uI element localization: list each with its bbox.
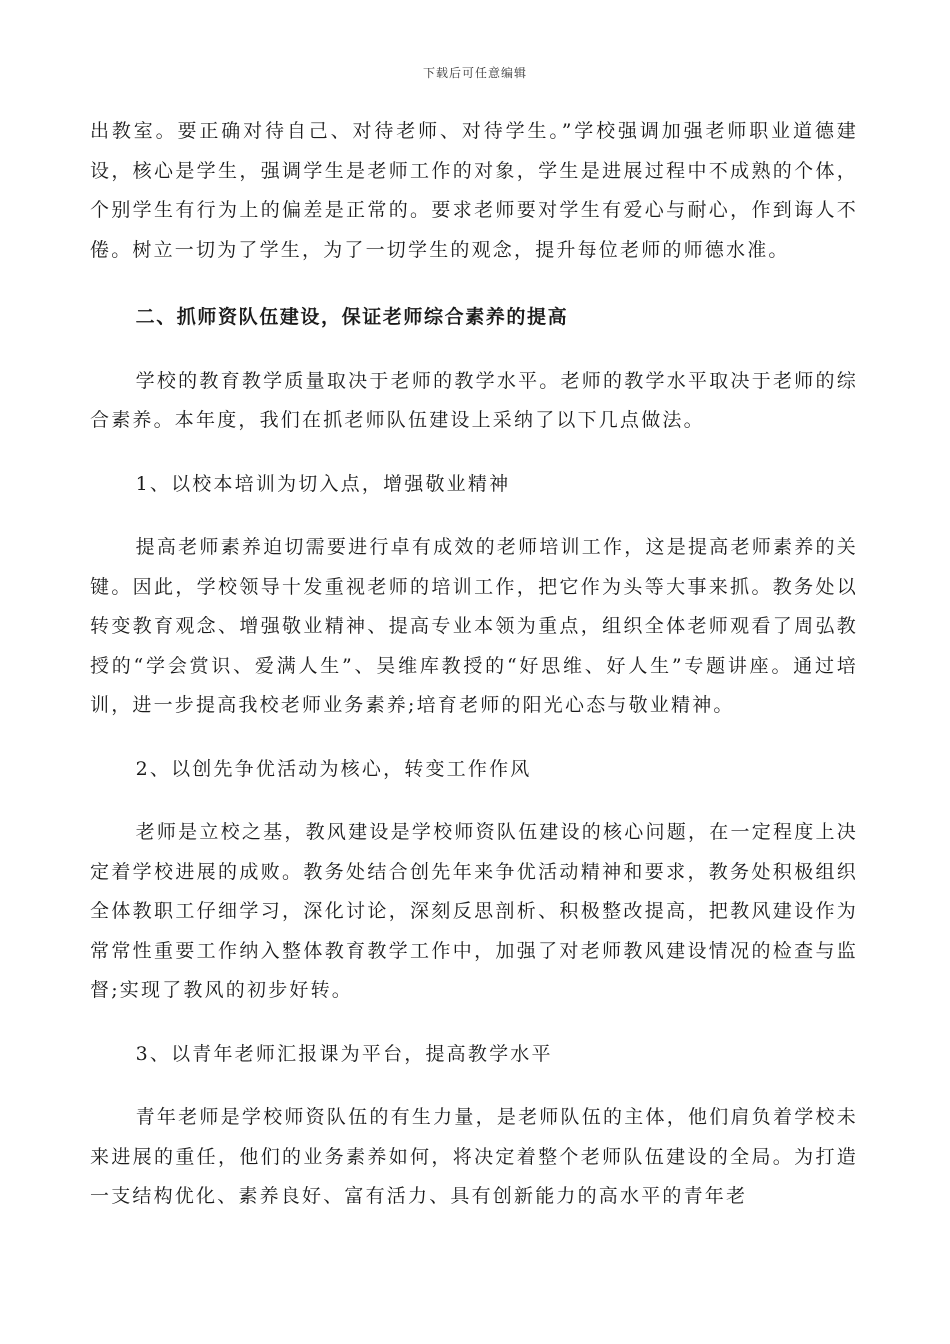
document-body [90,112,858,1217]
subheading: 3、以青年老师汇报课为平台，提高教学水平 [135,1042,553,1065]
subheading: 2、以创先争优活动为核心，转变工作作风 [135,757,532,780]
paragraph: 提高老师素养迫切需要进行卓有成效的老师培训工作，这是提高老师素养的关键。因此，学校领导十发重视老师的培训工作，把它作为头等大事来抓。教务处以转变教育观念、增强敬业精神、提高专业本领为重点，组织全体老师观看了周弘教授的“学会赏识、爱满人生”、吴维库教授的“好思维、好人生”专题讲座。通过培训，进一步提高我校老师业务素养;培育老师的阳光心态与敬业精神。 [90,536,858,716]
section-heading: 二、抓师资队伍建设，保证老师综合素养的提高 [135,306,569,328]
paragraph: 青年老师是学校师资队伍的有生力量，是老师队伍的主体，他们肩负着学校未来进展的重任，他们的业务素养如何，将决定着整个老师队伍建设的全局。为打造一支结构优化、素养良好、富有活力、具有创新能力的高水平的青年老 [90,1106,858,1207]
paragraph: 老师是立校之基，教风建设是学校师资队伍建设的核心问题，在一定程度上决定着学校进展的成败。教务处结合创先年来争优活动精神和要求，教务处积极组织全体教职工仔细学习，深化讨论，深刻反思剖析、积极整改提高，把教风建设作为常常性重要工作纳入整体教育教学工作中，加强了对老师教风建设情况的检查与监督;实现了教风的初步好转。 [90,821,858,1001]
page-header: 下载后可任意编辑 [422,66,527,80]
paragraph: 学校的教育教学质量取决于老师的教学水平。老师的教学水平取决于老师的综合素养。本年度，我们在抓老师队伍建设上采纳了以下几点做法。 [90,369,858,431]
paragraph-continuation: 出教室。要正确对待自己、对待老师、对待学生。”学校强调加强老师职业道德建设，核心是学生，强调学生是老师工作的对象，学生是进展过程中不成熟的个体，个别学生有行为上的偏差是正常的。要求老师要对学生有爱心与耐心，作到诲人不倦。树立一切为了学生，为了一切学生的观念，提升每位老师的师德水准。 [90,120,858,261]
subheading: 1、以校本培训为切入点，增强敬业精神 [135,472,511,495]
